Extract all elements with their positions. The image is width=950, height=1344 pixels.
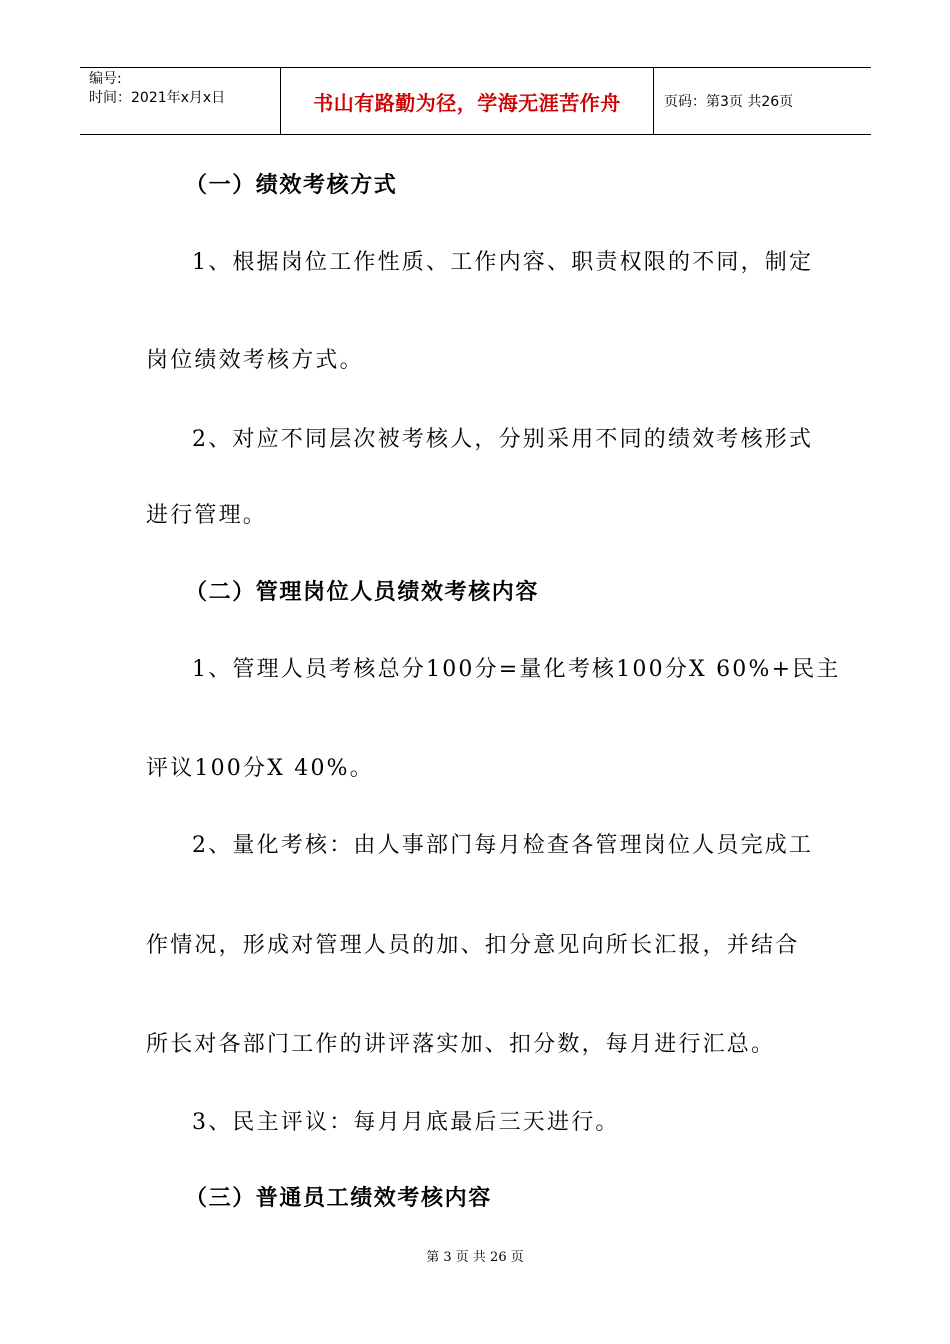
paragraph-1-line-1: 1、根据岗位工作性质、工作内容、职责权限的不同，制定 — [192, 250, 814, 275]
header-meta-cell — [80, 68, 281, 134]
paragraph-4-line-2: 作情况，形成对管理人员的加、扣分意见向所长汇报，并结合 — [146, 933, 800, 958]
header-page-info: 页码：第3页 共26页 — [664, 94, 794, 110]
header-page-cell — [654, 68, 871, 134]
page-footer: 第 3 页 共 26 页 — [426, 1250, 524, 1265]
paragraph-4-line-1: 2、量化考核：由人事部门每月检查各管理岗位人员完成工 — [192, 833, 814, 858]
paragraph-3-line-1: 1、管理人员考核总分100分=量化考核100分X 60%+民主 — [192, 657, 841, 682]
document-number-label: 编号: — [89, 71, 122, 87]
header-motto-cell — [281, 68, 654, 134]
paragraph-4-line-3: 所长对各部门工作的讲评落实加、扣分数，每月进行汇总。 — [146, 1032, 776, 1057]
header-motto: 书山有路勤为径，学海无涯苦作舟 — [313, 90, 621, 115]
paragraph-2-line-1: 2、对应不同层次被考核人，分别采用不同的绩效考核形式 — [192, 427, 814, 452]
section-heading-1: （一）绩效考核方式 — [185, 173, 398, 198]
paragraph-1-line-2: 岗位绩效考核方式。 — [146, 348, 364, 373]
paragraph-5-line-1: 3、民主评议：每月月底最后三天进行。 — [192, 1110, 620, 1135]
section-heading-3: （三）普通员工绩效考核内容 — [185, 1186, 492, 1211]
paragraph-3-line-2: 评议100分X 40%。 — [146, 756, 374, 781]
section-heading-2: （二）管理岗位人员绩效考核内容 — [185, 580, 540, 605]
paragraph-2-line-2: 进行管理。 — [146, 503, 268, 528]
document-date-label: 时间：2021年x月x日 — [89, 90, 226, 106]
document-header — [80, 67, 871, 135]
